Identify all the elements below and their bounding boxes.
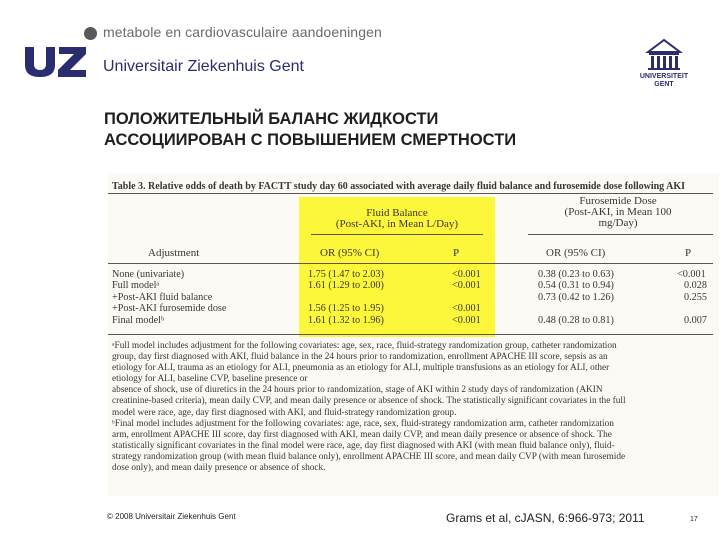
univ-logo-line2: GENT	[654, 81, 674, 88]
fluid-balance-header: Fluid Balance (Post-AKI, in Mean L/Day)	[335, 207, 459, 230]
footnote-line: ᵃFull model includes adjustment for the following covariates: age, sex, race, fluid-strategy randomization group, catheter randomization	[112, 341, 617, 351]
col-p-fluid: P	[453, 247, 460, 259]
table-row: +Post-AKI fluid balance 0.73 (0.42 to 1.26) 0.255	[112, 291, 707, 303]
footnote-line: absence of shock, use of diuretics in the 24 hours prior to randomization, stage of AKI within 2 study days of randomization (AKIN	[112, 385, 603, 396]
header-subtitle: metabole en cardiovasculaire aandoeningen	[103, 24, 382, 40]
footnote-line: group, day first diagnosed with AKI, fluid balance in the 24 hours prior to randomization, enrollment APACHE III score, sepsis as an	[112, 352, 608, 363]
table-row: Final modelᵇ 1.61 (1.32 to 1.96) <0.001 0.48 (0.28 to 0.81) 0.007	[112, 314, 707, 326]
copyright-text: © 2008 Universitair Ziekenhuis Gent	[107, 512, 236, 521]
col-adjustment: Adjustment	[148, 247, 200, 259]
institution-name: Universitair Ziekenhuis Gent	[103, 58, 304, 75]
table-footnotes	[112, 341, 712, 474]
table-row: +Post-AKI furosemide dose 1.56 (1.25 to 1.95) <0.001	[112, 303, 481, 315]
footnote-line: ᵇFinal model includes adjustment for the following covariates: age, race, sex, fluid-strategy randomization arm, catheter randomization	[112, 418, 614, 429]
footnote-line: etiology for ALI, trauma as an etiology for ALI, pneumonia as an etiology for ALI, multiple transfusions as an etiology for ALI, other	[112, 363, 610, 374]
page-number: 17	[690, 516, 698, 523]
footnote-line: creatinine-based criteria), mean daily CVP, and mean daily presence or absence of shock. The statistically significant covariates in the full	[112, 396, 626, 407]
slide-title-line1: ПОЛОЖИТЕЛЬНЫЙ БАЛАНС ЖИДКОСТИ	[104, 110, 439, 128]
table-body	[112, 269, 712, 326]
uz-logo	[22, 44, 88, 78]
furosemide-dose-header: Furosemide Dose (Post-AKI, in Mean 100 mg/Day)	[564, 195, 672, 229]
footnote-line: arm, enrollment APACHE III score, day first diagnosed with AKI, mean daily CVP, and mean daily presence or absence of shock. The	[112, 429, 612, 440]
col-p-furosemide: P	[685, 247, 692, 259]
results-table-figure	[108, 173, 719, 496]
col-or-fluid: OR (95% CI)	[320, 247, 380, 259]
col-or-furosemide: OR (95% CI)	[546, 247, 606, 259]
group1-rule	[311, 234, 483, 235]
footnote-line: model were race, age, day first diagnosed with AKI, and fluid-strategy randomization group.	[112, 407, 457, 418]
table-rule-top	[108, 193, 713, 194]
table-rule-header	[108, 263, 713, 264]
university-logo	[636, 36, 692, 88]
group2-rule	[528, 234, 713, 235]
citation-text: Grams et al, cJASN, 6:966-973; 2011	[446, 511, 645, 525]
slide-title	[104, 109, 664, 151]
table-rule-bottom	[108, 334, 713, 335]
table-row: None (univariate) 1.75 (1.47 to 2.03) <0.001 0.38 (0.23 to 0.63) <0.001	[112, 269, 706, 280]
univ-logo-line1: UNIVERSITEIT	[639, 73, 689, 80]
table-row: Full modelᵃ 1.61 (1.29 to 2.00) <0.001 0.54 (0.31 to 0.94) 0.028	[112, 280, 707, 292]
footnote-line: strategy randomization group (with mean fluid balance only), enrollment APACHE III score, and mean daily CVP (with mean furosemide	[112, 451, 626, 462]
footnote-line: etiology for ALI, baseline CVP, baseline presence or	[112, 374, 308, 385]
bullet-dot-icon	[84, 27, 97, 40]
footnote-line: dose only), and mean daily presence or absence of shock.	[112, 463, 326, 474]
table-caption: Table 3. Relative odds of death by FACTT study day 60 associated with average daily fluid balance and furosemide dose following AKI	[112, 181, 686, 192]
slide-title-line2: АССОЦИИРОВАН С ПОВЫШЕНИЕМ СМЕРТНОСТИ	[104, 131, 517, 149]
footnote-line: statistically significant covariates in the final model were race, age, day first diagnosed with AKI (with mean fluid balance only), fluid-	[112, 440, 615, 451]
